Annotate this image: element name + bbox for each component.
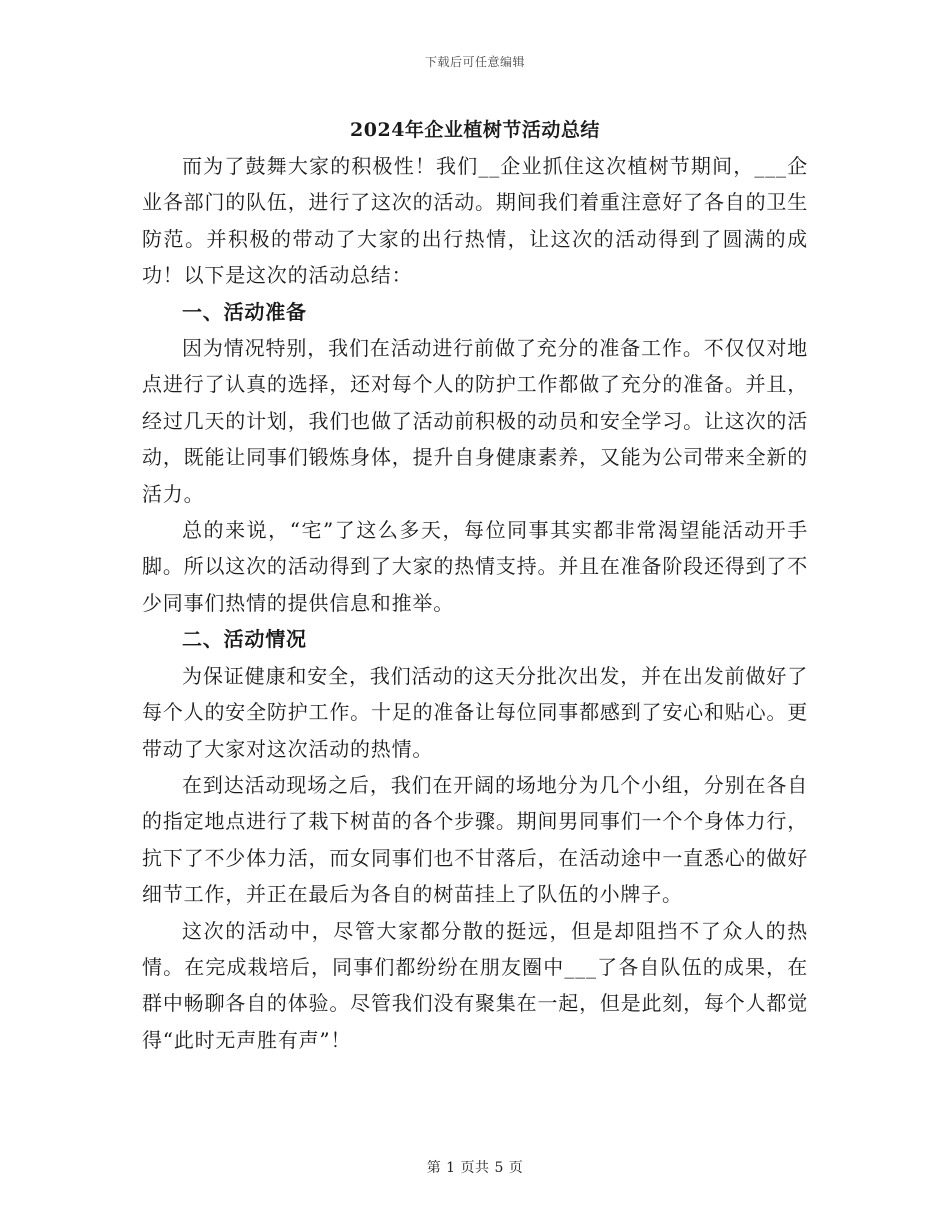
document-body: [142, 148, 808, 1058]
intro-paragraph: 而为了鼓舞大家的积极性！我们__企业抓住这次植树节期间，___企业各部门的队伍，进行了这次的活动。期间我们着重注意好了各自的卫生防范。并积极的带动了大家的出行热情，让这次的活动得到了圆满的成功！以下是这次的活动总结：: [142, 154, 808, 288]
page-header: 下载后可任意编辑: [424, 55, 525, 69]
section-1-paragraph-2: 总的来说，“宅”了这么多天，每位同事其实都非常渴望能活动开手脚。所以这次的活动得到了大家的热情支持。并且在准备阶段还得到了不少同事们热情的提供信息和推举。: [142, 518, 808, 615]
section-2-paragraph-1: 为保证健康和安全，我们活动的这天分批次出发，并在出发前做好了每个人的安全防护工作。十足的准备让每位同事都感到了安心和贴心。更带动了大家对这次活动的热情。: [142, 663, 808, 761]
page-number-footer: 第 1 页共 5 页: [426, 1160, 524, 1176]
section-heading-situation: 二、活动情况: [182, 627, 307, 652]
section-2-paragraph-2: 在到达活动现场之后，我们在开阔的场地分为几个小组，分别在各自的指定地点进行了栽下树苗的各个步骤。期间男同事们一个个身体力行，抗下了不少体力活，而女同事们也不甘落后，在活动途中一直悉心的做好细节工作，并正在最后为各自的树苗挂上了队伍的小牌子。: [142, 772, 808, 907]
section-1-paragraph-1: 因为情况特别，我们在活动进行前做了充分的准备工作。不仅仅对地点进行了认真的选择，还对每个人的防护工作都做了充分的准备。并且，经过几天的计划，我们也做了活动前积极的动员和安全学习。让这次的活动，既能让同事们锻炼身体，提升自身健康素养，又能为公司带来全新的活力。: [142, 336, 808, 506]
document-title: 2024年企业植树节活动总结: [350, 119, 600, 141]
section-2-paragraph-3: 这次的活动中，尽管大家都分散的挺远，但是却阻挡不了众人的热情。在完成栽培后，同事们都纷纷在朋友圈中___了各自队伍的成果，在群中畅聊各自的体验。尽管我们没有聚集在一起，但是此刻，每个人都觉得“此时无声胜有声”！: [142, 918, 808, 1052]
section-heading-preparation: 一、活动准备: [182, 299, 307, 324]
